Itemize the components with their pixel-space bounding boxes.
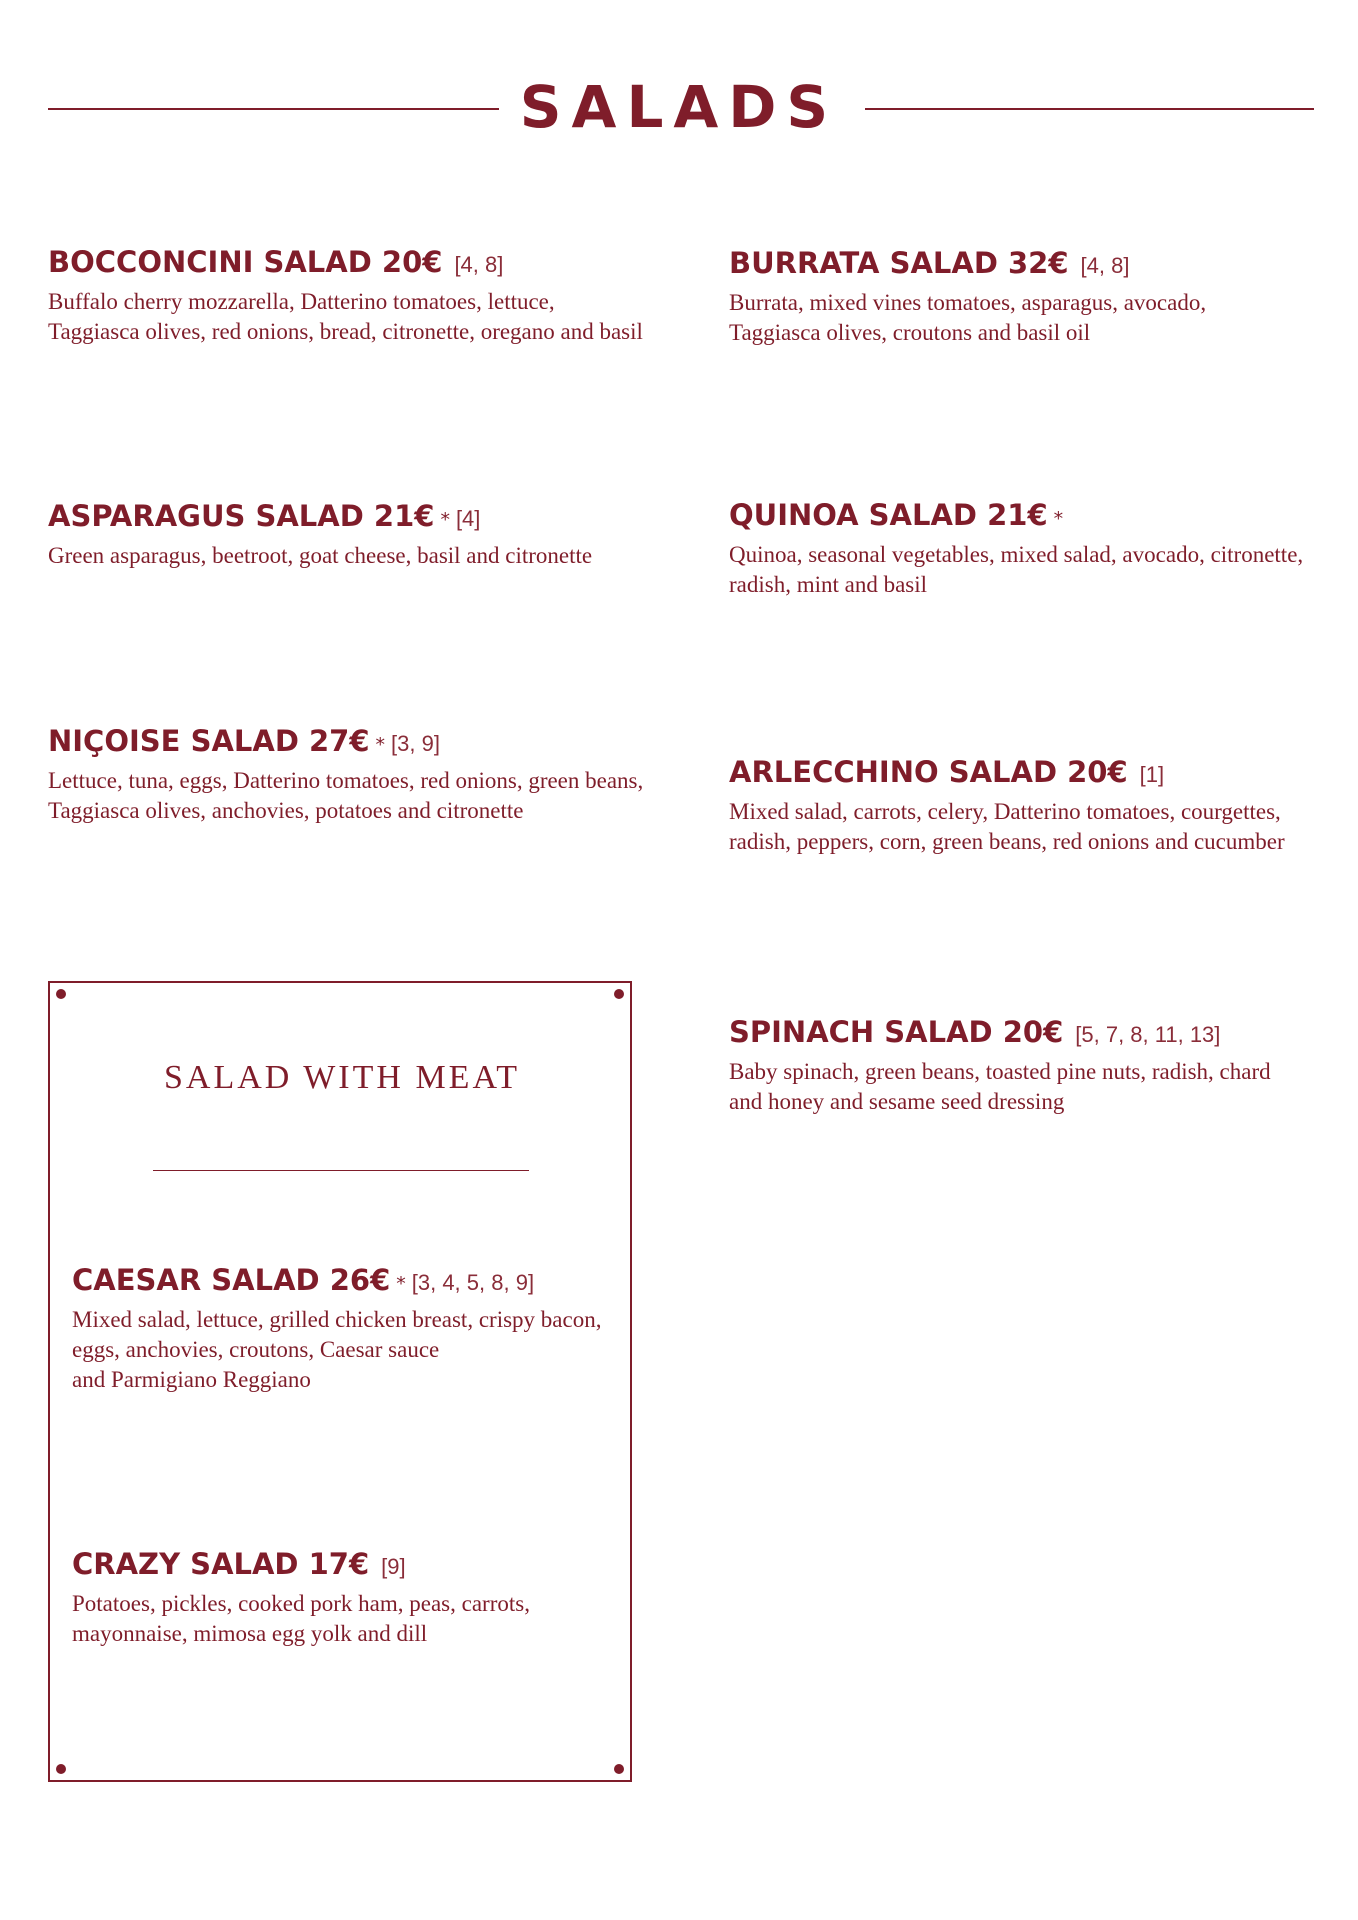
item-name-line xyxy=(729,244,1206,286)
corner-dot-top-right xyxy=(614,989,624,999)
item-name-line xyxy=(729,496,1303,538)
page-title: SALADS xyxy=(519,73,839,141)
item-description: Buffalo cherry mozzarella, Datterino tomatoes, lettuce, Taggiasca olives, red onions, bread, citronette, oregano and basil xyxy=(48,289,643,344)
item-allergens: [4, 8] xyxy=(1080,253,1130,278)
item-name: ASPARAGUS SALAD 21€ xyxy=(48,499,435,533)
item-description: Potatoes, pickles, cooked pork ham, peas, carrots, mayonnaise, mimosa egg yolk and dill xyxy=(72,1591,530,1646)
menu-item-bocconcini xyxy=(48,243,643,347)
corner-dot-top-left xyxy=(56,989,66,999)
item-allergens: [9] xyxy=(381,1554,406,1579)
item-allergens: [3, 4, 5, 8, 9] xyxy=(411,1270,535,1295)
meat-section-box xyxy=(48,981,632,1782)
item-description: Mixed salad, carrots, celery, Datterino tomatoes, courgettes, radish, peppers, corn, green beans, red onions and cucumber xyxy=(729,799,1285,854)
item-mark: * xyxy=(375,734,386,756)
item-description: Quinoa, seasonal vegetables, mixed salad, avocado, citronette, radish, mint and basil xyxy=(729,542,1304,597)
meat-section-divider xyxy=(153,1170,529,1171)
menu-item-quinoa xyxy=(729,496,1303,600)
item-name: QUINOA SALAD 21€ xyxy=(729,498,1048,532)
item-description: Baby spinach, green beans, toasted pine nuts, radish, chard and honey and sesame seed dressing xyxy=(729,1059,1271,1114)
item-name-line xyxy=(72,1261,601,1303)
item-name-line xyxy=(729,1013,1271,1055)
title-rule-right xyxy=(865,108,1314,110)
meat-section-title: SALAD WITH MEAT xyxy=(163,1059,520,1096)
menu-item-burrata xyxy=(729,244,1206,348)
item-mark: * xyxy=(396,1273,406,1295)
item-name: CAESAR SALAD 26€ xyxy=(72,1263,391,1297)
item-name: BOCCONCINI SALAD 20€ xyxy=(48,245,443,279)
item-name: BURRATA SALAD 32€ xyxy=(729,246,1069,280)
menu-item-asparagus xyxy=(48,497,592,571)
item-name-line xyxy=(48,243,643,285)
item-name: CRAZY SALAD 17€ xyxy=(72,1547,370,1581)
menu-item-nicoise xyxy=(48,722,643,826)
item-name: SPINACH SALAD 20€ xyxy=(729,1015,1064,1049)
item-mark: * xyxy=(1053,508,1064,530)
item-name-line xyxy=(729,753,1285,795)
item-allergens: [3, 9] xyxy=(391,731,440,756)
item-name-line xyxy=(48,722,643,764)
item-name: ARLECCHINO SALAD 20€ xyxy=(729,755,1128,789)
item-name-line xyxy=(72,1545,530,1587)
corner-dot-bottom-left xyxy=(56,1764,66,1774)
item-description: Mixed salad, lettuce, grilled chicken breast, crispy bacon, eggs, anchovies, croutons, Caesar sauce and Parmigiano Reggiano xyxy=(72,1307,602,1392)
item-allergens: [4, 8] xyxy=(454,252,504,277)
menu-item-arlecchino xyxy=(729,753,1285,857)
item-allergens: [1] xyxy=(1139,762,1165,787)
menu-item-spinach xyxy=(729,1013,1271,1117)
menu-item-crazy xyxy=(72,1545,530,1649)
item-allergens: [4] xyxy=(455,506,481,531)
menu-item-caesar xyxy=(72,1261,601,1395)
item-description: Lettuce, tuna, eggs, Datterino tomatoes, red onions, green beans, Taggiasca olives, anchovies, potatoes and citronette xyxy=(48,768,644,823)
item-name: NIÇOISE SALAD 27€ xyxy=(48,724,370,758)
item-description: Green asparagus, beetroot, goat cheese, basil and citronette xyxy=(48,543,593,568)
item-allergens: [5, 7, 8, 11, 13] xyxy=(1075,1022,1221,1047)
item-mark: * xyxy=(440,509,450,531)
item-name-line xyxy=(48,497,592,539)
corner-dot-bottom-right xyxy=(614,1764,624,1774)
item-description: Burrata, mixed vines tomatoes, asparagus, avocado, Taggiasca olives, croutons and basil oil xyxy=(729,290,1207,345)
